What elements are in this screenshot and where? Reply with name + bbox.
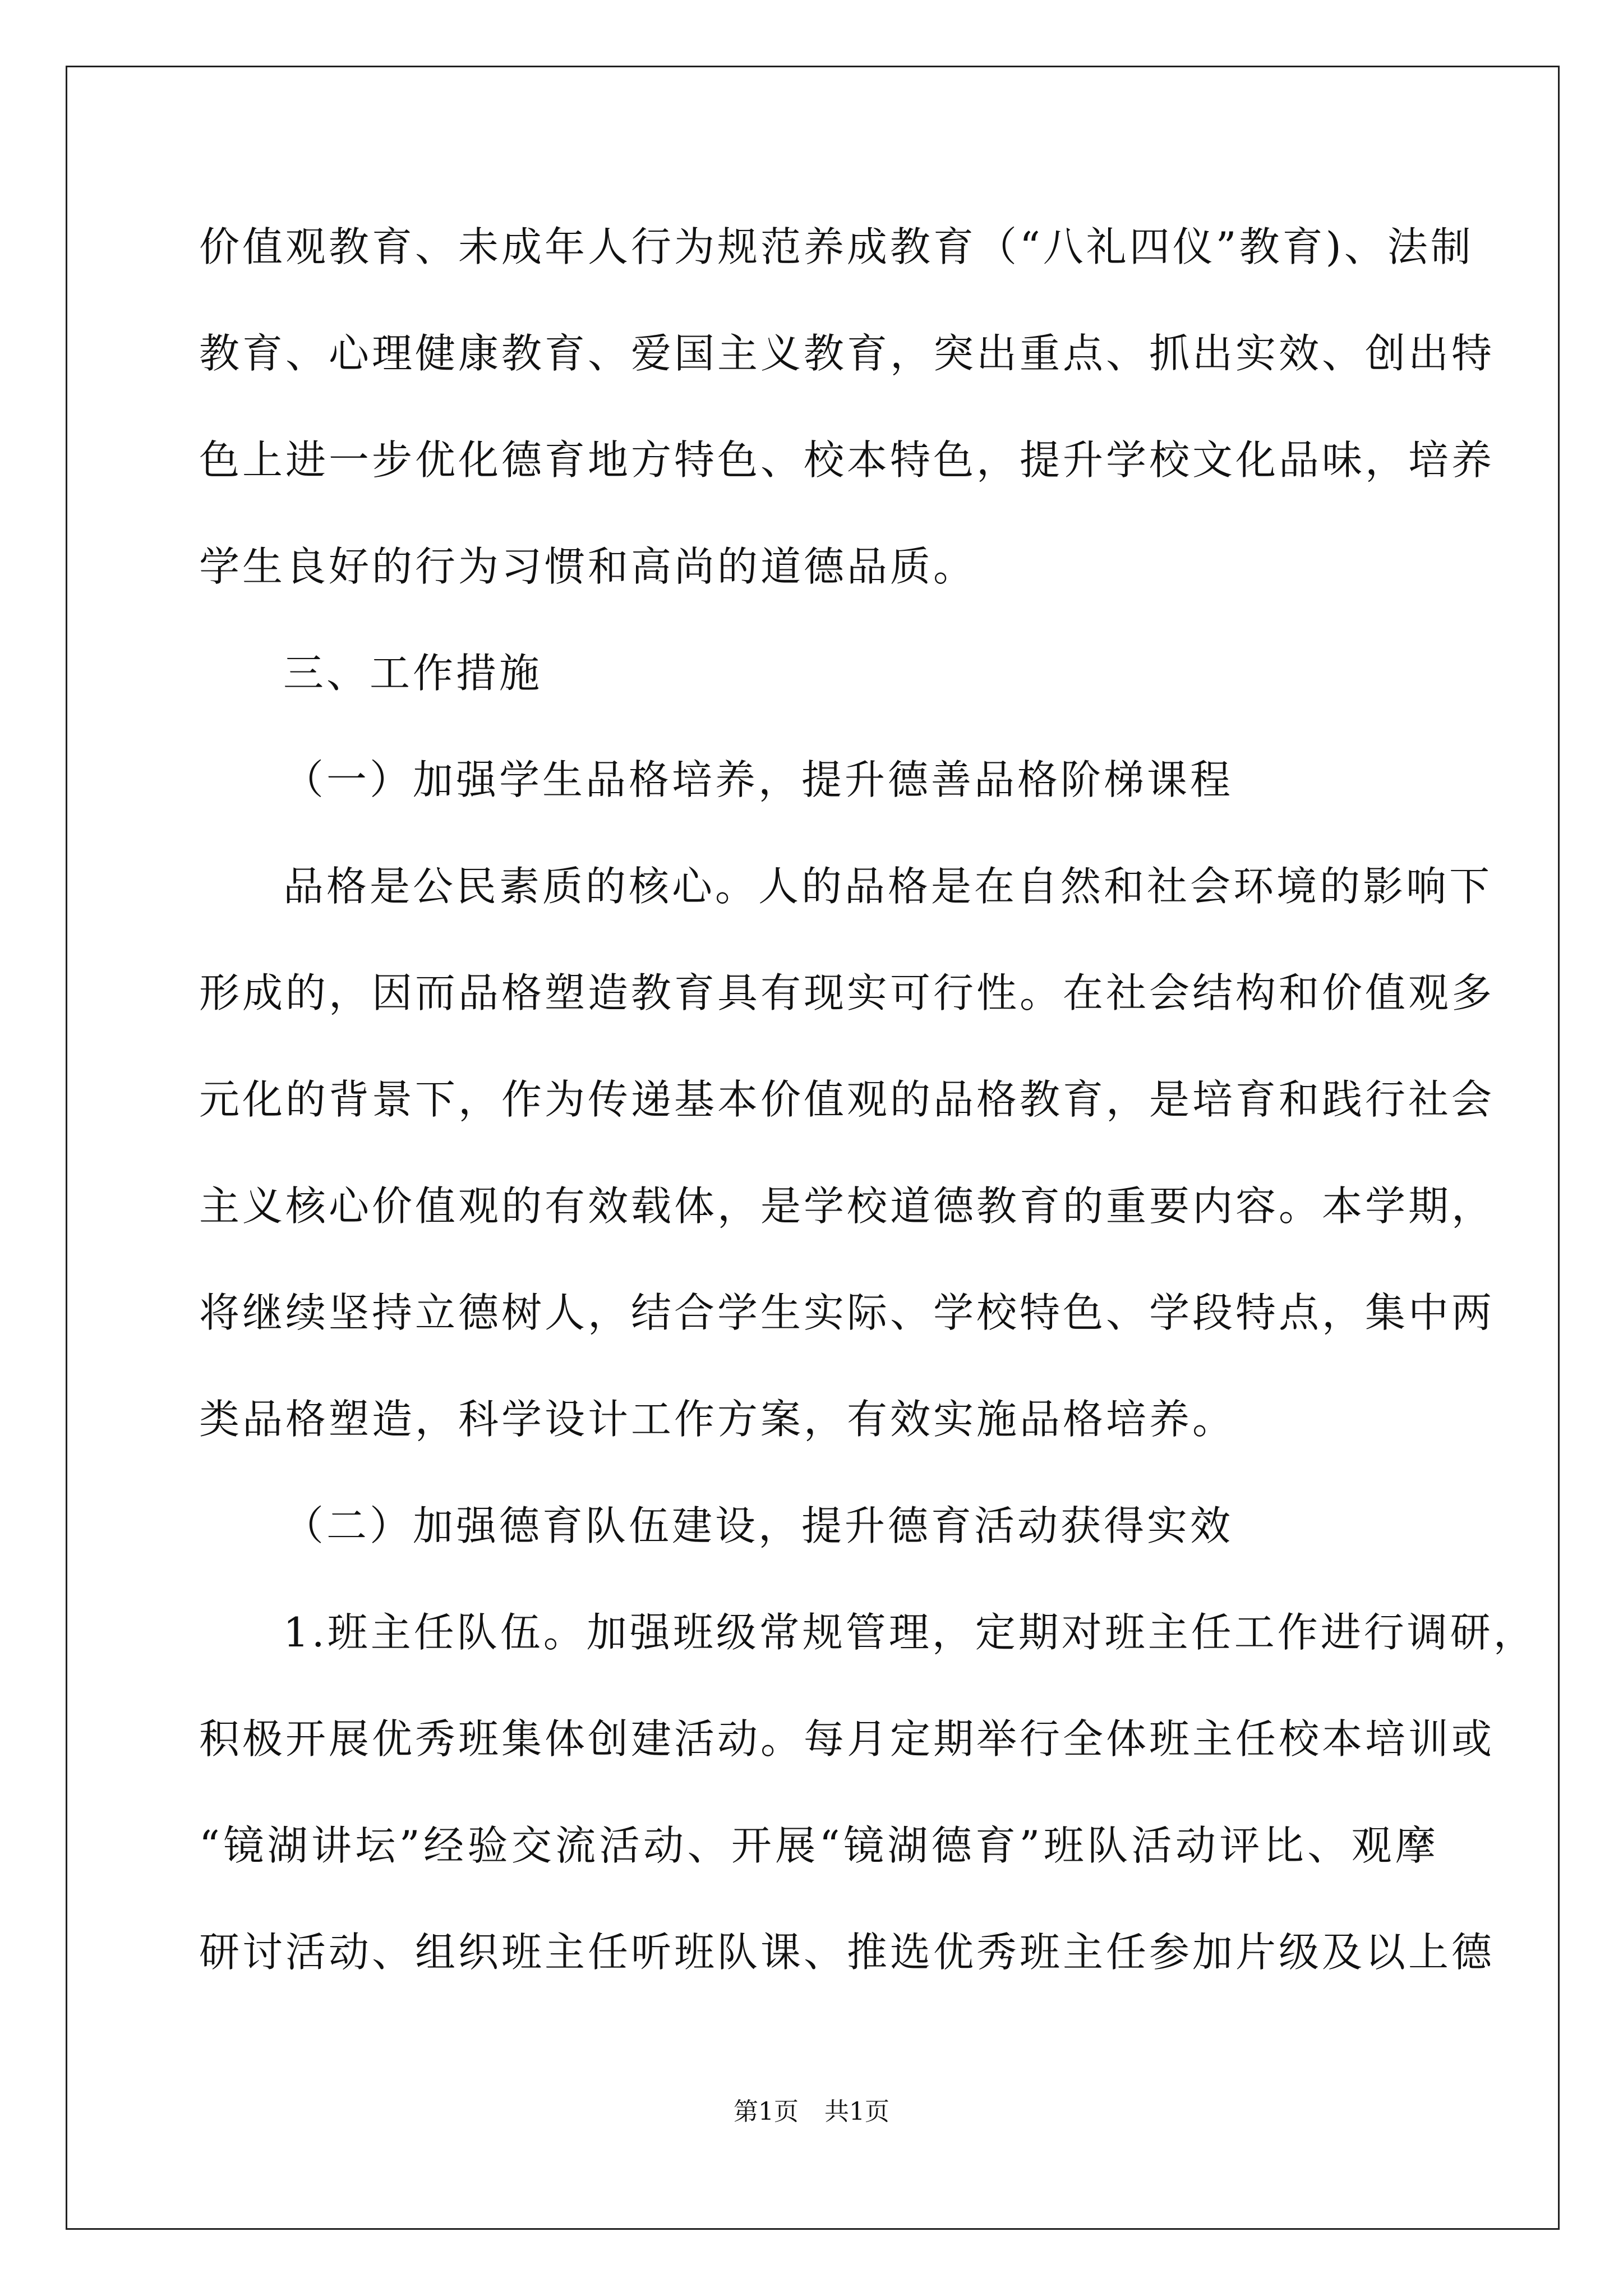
body-line: 价值观教育、未成年人行为规范养成教育（“八礼四仪”教育)、法制: [199, 223, 1474, 270]
body-line: “镜湖讲坛”经验交流活动、开展“镜湖德育”班队活动评比、观摩: [199, 1822, 1438, 1869]
body-line: 教育、心理健康教育、爱国主义教育，突出重点、抓出实效、创出特: [199, 330, 1495, 377]
page-number: 第1页: [734, 2097, 799, 2126]
body-line: 色上进一步优化德育地方特色、校本特色，提升学校文化品味，培养: [199, 436, 1495, 484]
body-line: 元化的背景下，作为传递基本价值观的品格教育，是培育和践行社会: [199, 1076, 1495, 1123]
body-line: 积极开展优秀班集体创建活动。每月定期举行全体班主任校本培训或: [199, 1715, 1495, 1763]
body-line: 学生良好的行为习惯和高尚的道德品质。: [199, 543, 977, 590]
body-line: 品格是公民素质的核心。人的品格是在自然和社会环境的影响下: [283, 863, 1493, 910]
body-line: 类品格塑造，科学设计工作方案，有效实施品格培养。: [199, 1396, 1236, 1443]
body-line: 主义核心价值观的有效载体，是学校道德教育的重要内容。本学期，: [199, 1182, 1495, 1230]
body-line: 形成的，因而品格塑造教育具有现实可行性。在社会结构和价值观多: [199, 969, 1495, 1016]
section-heading: 三、工作措施: [283, 650, 543, 697]
subsection-heading: （二）加强德育队伍建设，提升德育活动获得实效: [283, 1502, 1234, 1549]
body-line: 将继续坚持立德树人，结合学生实际、学校特色、学段特点，集中两: [199, 1289, 1495, 1336]
body-line: 研讨活动、组织班主任听班队课、推选优秀班主任参加片级及以上德: [199, 1929, 1495, 1976]
body-line: 1.班主任队伍。加强班级常规管理，定期对班主任工作进行调研，: [283, 1609, 1537, 1656]
page-total: 共1页: [824, 2097, 889, 2126]
page-border: [66, 66, 1560, 2230]
subsection-heading: （一）加强学生品格培养，提升德善品格阶梯课程: [283, 756, 1234, 803]
page-footer: [0, 2095, 1623, 2129]
